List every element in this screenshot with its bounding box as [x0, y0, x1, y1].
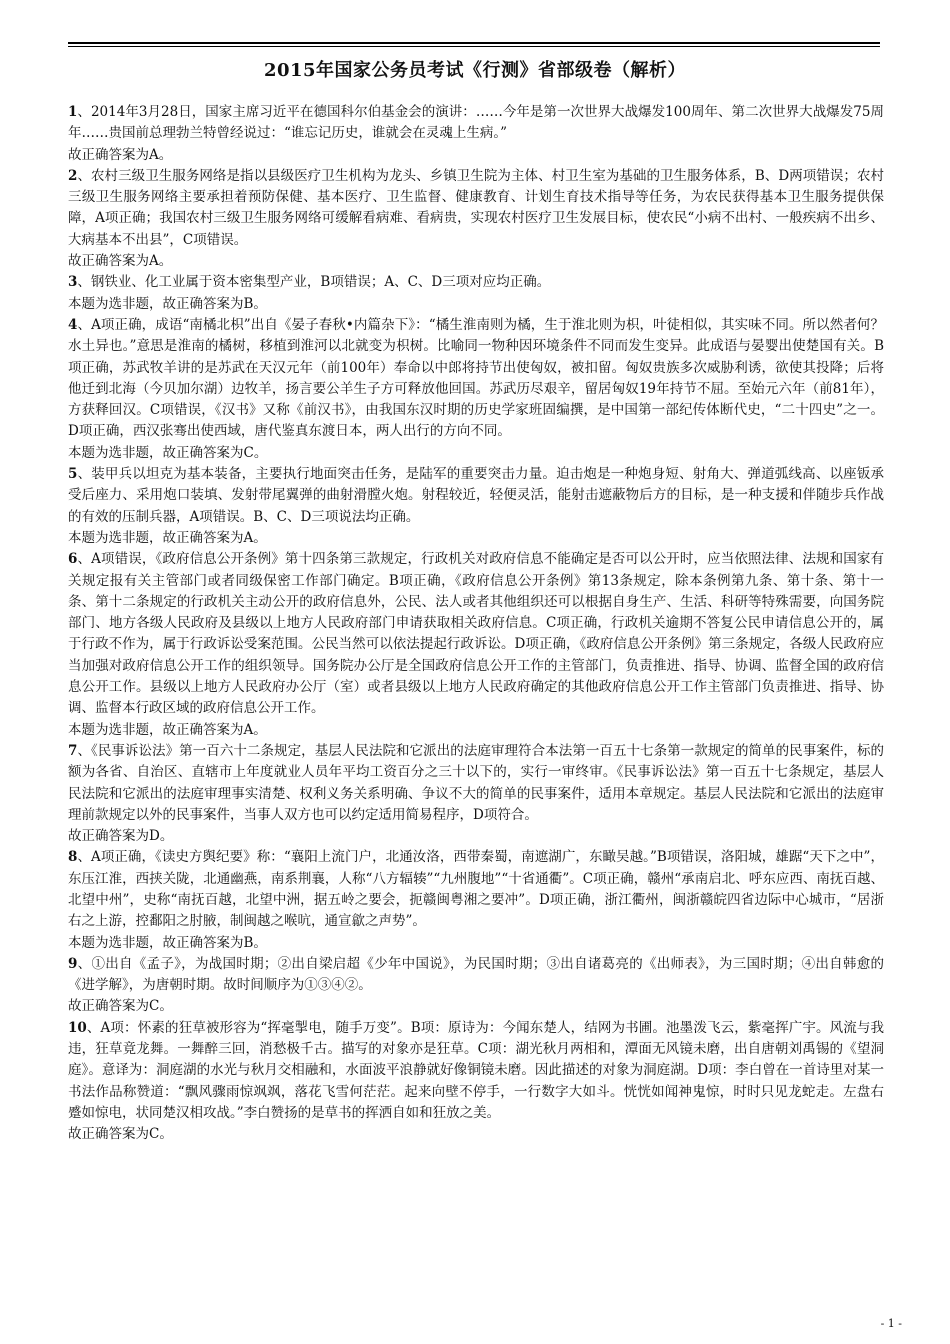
- question-block: [68, 166, 884, 272]
- question-number: 1: [68, 104, 78, 120]
- header-rule-thin: [68, 46, 880, 47]
- answer-line: 故正确答案为C。: [68, 1126, 173, 1143]
- question-block: [68, 272, 884, 315]
- question-body: 、A项正确，《读史方舆纪要》称：“襄阳上流门户，北通汝洛，西带秦蜀，南遮湖广，东瞰吴越。”B项错误，洛阳城，雄踞“天下之中”，东压江淮，西挟关陇，北通幽燕，南系荆襄，人称“八方辐辏”“九州腹地”“十省通衢”。C项正确，赣州“承南启北、呼东应西、南抚百越、北望中州”，史称“南抚百越，北望中洲，据五岭之要会，扼赣闽粤湘之要冲”。D项正确，浙江衢州，闽浙赣皖四省边际中心城市，“居浙右之上游，控鄱阳之肘腋，制闽越之喉吭，通宣歙之声势”。: [68, 849, 884, 930]
- question-text: [68, 847, 884, 932]
- question-body: 、《民事诉讼法》第一百六十二条规定，基层人民法院和它派出的法庭审理符合本法第一百五十七条第一款规定的简单的民事案件，标的额为各省、自治区、直辖市上年度就业人员年平均工资百分之三十以下的，实行一审终审。《民事诉讼法》第一百五十七条规定，基层人民法院和它派出的法庭审理事实清楚、权利义务关系明确、争议不大的简单的民事案件，适用本章规定。基层人民法院和它派出的法庭审理前款规定以外的民事案件，当事人双方也可以约定适用简易程序，D项符合。: [68, 742, 884, 823]
- question-block: [68, 102, 884, 166]
- question-text: [68, 954, 884, 997]
- question-number: 6: [68, 551, 78, 568]
- question-text: [68, 166, 884, 251]
- question-body: 、A项：怀素的狂草被形容为“挥毫掣电，随手万变”。B项：原诗为：今闻东楚人，结网为书圃。池墨泼飞云，紫毫挥广宇。风流与我违，狂草竟龙舞。一舞醉三回，消愁极千古。描写的对象亦是狂草。C项：湖光秋月两相和，潭面无风镜未磨，出自唐朝刘禹锡的《望洞庭》。意译为：洞庭湖的水光与秋月交相融和，水面波平浪静就好像铜镜未磨。因此描述的对象为洞庭湖。D项：李白曾在一首诗里对某一书法作品称赞道：“飘风骤雨惊飒飒，落花飞雪何茫茫。起来向壁不停手，一行数字大如斗。恍恍如闻神鬼惊，时时只见龙蛇走。左盘右蹙如惊电，状同楚汉相攻战。”李白赞扬的是草书的挥洒自如和狂放之美。: [68, 1019, 884, 1121]
- question-body: 、农村三级卫生服务网络是指以县级医疗卫生机构为龙头、乡镇卫生院为主体、村卫生室为基础的卫生服务体系，B、D两项错误；农村三级卫生服务网络主要承担着预防保健、基本医疗、卫生监督、健康教育、计划生育技术指导等任务，为农民获得基本卫生服务提供保障，A项正确；我国农村三级卫生服务网络可缓解看病难、看病贵，实现农村医疗卫生发展目标，使农民“小病不出村、一般疾病不出乡、大病基本不出县”，C项错误。: [68, 167, 884, 248]
- question-block: [68, 464, 884, 549]
- question-block: [68, 954, 884, 1018]
- question-block: [68, 847, 884, 953]
- question-block: [68, 741, 884, 847]
- question-body: 、2014年3月28日，国家主席习近平在德国科尔伯基金会的演讲：……今年是第一次世界大战爆发100周年、第二次世界大战爆发75周年……贵国前总理勃兰特曾经说过：“谁忘记历史，谁就会在灵魂上生病。”: [68, 104, 884, 142]
- answer-line: 本题为选非题，故正确答案为A。: [68, 529, 267, 546]
- question-number: 2: [68, 167, 78, 184]
- question-number: 4: [68, 316, 78, 333]
- question-number: 8: [68, 849, 78, 866]
- answer-line: 本题为选非题，故正确答案为B。: [68, 934, 267, 951]
- question-number: 10: [68, 1019, 87, 1036]
- answer-line: 故正确答案为D。: [68, 828, 174, 845]
- question-body: 、A项正确，成语“南橘北枳”出自《晏子春秋•内篇杂下》：“橘生淮南则为橘，生于淮北则为枳，叶徒相似，其实味不同。所以然者何？水土异也。”意思是淮南的橘树，移植到淮河以北就变为枳树。比喻同一物种因环境条件不同而发生变异。此成语与晏婴出使楚国有关。B项正确，苏武牧羊讲的是苏武在天汉元年（前100年）奉命以中郎将持节出使匈奴，被扣留。匈奴贵族多次威胁利诱，欲使其投降；后将他迁到北海（今贝加尔湖）边牧羊，扬言要公羊生子方可释放他回国。苏武历尽艰辛，留居匈奴19年持节不屈。至始元六年（前81年），方获释回汉。C项错误，《汉书》又称《前汉书》，由我国东汉时期的历史学家班固编撰，是中国第一部纪传体断代史，“二十四史”之一。D项正确，西汉张骞出使西域，唐代鉴真东渡日本，两人出行的方向不同。: [68, 316, 884, 440]
- question-body: 、A项错误，《政府信息公开条例》第十四条第三款规定，行政机关对政府信息不能确定是否可以公开时，应当依照法律、法规和国家有关规定报有关主管部门或者同级保密工作部门确定。B项正确，《政府信息公开条例》第13条规定，除本条例第九条、第十条、第十一条、第十二条规定的行政机关主动公开的政府信息外，公民、法人或者其他组织还可以根据自身生产、生活、科研等特殊需要，向国务院部门、地方各级人民政府及县级以上地方人民政府部门申请获取相关政府信息。C项正确，行政机关逾期不答复公民申请信息公开的，属于行政不作为，属于行政诉讼受案范围。公民当然可以依法提起行政诉讼。D项正确，《政府信息公开条例》第三条规定，各级人民政府应当加强对政府信息公开工作的组织领导。国务院办公厅是全国政府信息公开工作的主管部门，负责推进、指导、协调、监督全国的政府信息公开工作。县级以上地方人民政府办公厅（室）或者县级以上地方人民政府确定的其他政府信息公开工作主管部门负责推进、指导、协调、监督本行政区域的政府信息公开工作。: [68, 551, 884, 717]
- answer-line: 本题为选非题，故正确答案为B。: [68, 295, 267, 312]
- question-text: [68, 315, 884, 443]
- question-number: 3: [68, 274, 78, 291]
- document-body: [68, 102, 884, 1146]
- question-text: [68, 464, 884, 528]
- question-block: [68, 315, 884, 464]
- answer-line: 故正确答案为A。: [68, 146, 173, 163]
- question-number: 5: [68, 466, 78, 483]
- question-text: [68, 741, 884, 826]
- question-body: 、钢铁业、化工业属于资本密集型产业，B项错误；A、C、D三项对应均正确。: [77, 274, 551, 291]
- answer-line: 本题为选非题，故正确答案为C。: [68, 444, 268, 461]
- question-text: [68, 272, 884, 293]
- question-number: 7: [68, 742, 78, 759]
- question-text: [68, 1018, 884, 1124]
- question-text: [68, 102, 884, 145]
- header-rule-thick: [68, 42, 880, 44]
- page-number: - 1 -: [880, 1317, 902, 1330]
- question-body: 、装甲兵以坦克为基本装备，主要执行地面突击任务，是陆军的重要突击力量。迫击炮是一种炮身短、射角大、弹道弧线高、以座钣承受后座力、采用炮口装填、发射带尾翼弹的曲射滑膛火炮。射程较近，轻便灵活，能射击遮蔽物后方的目标，是一种支援和伴随步兵作战的有效的压制兵器，A项错误。B、C、D三项说法均正确。: [68, 466, 884, 525]
- answer-line: 故正确答案为A。: [68, 253, 173, 270]
- answer-line: 故正确答案为C。: [68, 998, 173, 1015]
- answer-line: 本题为选非题，故正确答案为A。: [68, 721, 267, 738]
- question-text: [68, 549, 884, 719]
- question-block: [68, 1018, 884, 1146]
- question-number: 9: [68, 955, 78, 972]
- question-body: 、①出自《孟子》，为战国时期；②出自梁启超《少年中国说》，为民国时期；③出自诸葛亮的《出师表》，为三国时期；④出自韩愈的《进学解》，为唐朝时期。故时间顺序为①③④②。: [68, 955, 884, 994]
- question-block: [68, 549, 884, 741]
- page-title: 2015年国家公务员考试《行测》省部级卷（解析）: [263, 60, 687, 81]
